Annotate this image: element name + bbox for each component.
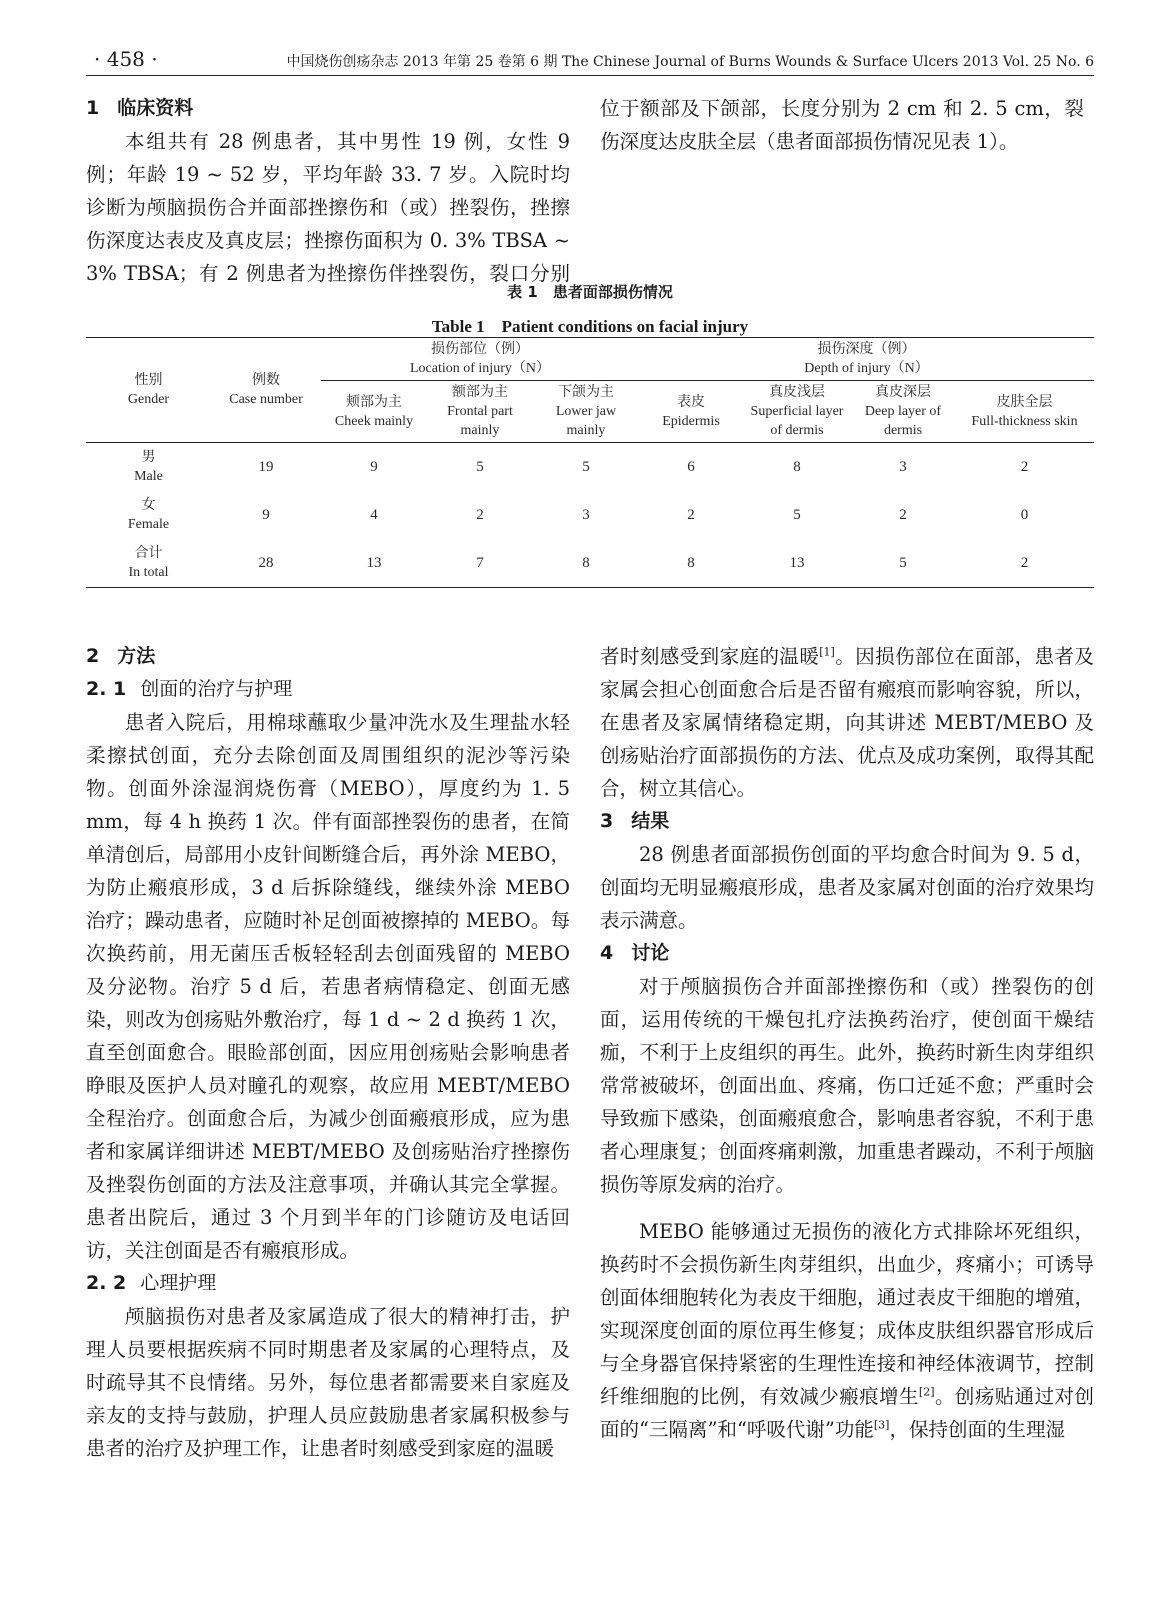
paragraph: 对于颅脑损伤合并面部挫擦伤和（或）挫裂伤的创面，运用传统的干燥包扎疗法换药治疗，使创面干燥结痂，不利于上皮组织的再生。此外，换药时新生肉芽组织常常被破坏，创面出血、疼痛，伤口迁延不愈；严重时会导致痂下感染，创面瘢痕愈合，影响患者容貌，不利于患者心理康复；创面疼痛刺激，加重患者躁动，不利于颅脑损伤等原发病的治疗。 [600,975,1094,1196]
section-number: 3 [600,810,614,832]
paragraph: 本组共有 28 例患者，其中男性 19 例，女性 9 例；年龄 19 ~ 52 岁，平均年龄 33. 7 岁。入院时均诊断为颅脑损伤合并面部挫擦伤和（或）挫裂伤，挫擦伤深度达表皮及真皮层；挫擦伤面积为 0. 3% TBSA ~ 3% TBSA；有 2 例患者为挫擦伤伴挫裂伤，裂口分别 [86,130,570,285]
table-cell: 5 [793,506,801,523]
subsection-heading [86,1267,570,1300]
citation: [1] [819,645,835,659]
paragraph [86,1300,570,1465]
paragraph-text: MEBO 能够通过无损伤的液化方式排除坏死组织，换药时不会损伤新生肉芽组织，出血少，疼痛小；可诱导创面体细胞转化为表皮干细胞，通过表皮干细胞的增殖，实现深度创面的原位再生修复；成体皮肤组织器官形成后与全身器官保持紧密的生理性连接和神经体液调节，控制纤维细胞的比例，有效减少瘢痕增生 [600,1220,1094,1408]
paragraph: 28 例患者面部损伤创面的平均愈合时间为 9. 5 d，创面均无明显瘢痕形成，患者及家属对创面的治疗效果均表示满意。 [600,843,1094,932]
sub-header-superficial-dermis: 真皮浅层 Superficial layer of dermis [750,385,844,438]
section-1-continued [600,92,1094,158]
section-title: 结果 [631,810,670,832]
table-row [86,539,1094,588]
subsection-title: 心理护理 [140,1272,217,1294]
section-heading [600,937,1094,970]
running-header [86,45,1094,76]
table-row [86,443,1094,492]
table-cell: 5 [851,539,955,588]
table-cell: 19 [211,443,321,492]
subsection-number: 2. 1 [86,678,127,700]
table-cell: 6 [639,443,743,492]
section-number: 1 [86,97,100,119]
citation: [3] [873,1418,890,1432]
paragraph-continued [600,640,1094,805]
table-cell: 2 [899,506,907,523]
col-header-depth: 损伤深度（例） Depth of injury（N） [639,338,1094,381]
journal-citation: 中国烧伤创疡杂志 2013 年第 25 卷第 6 期 The Chinese Journal of Burns Wounds & Surface Ulcers 2013 Vol. 25 No. 6 [286,54,1094,70]
table-cell: 5 [533,443,639,492]
table-row [86,491,1094,539]
table-cell: 13 [743,539,851,588]
row-label: 女 Female [127,498,170,532]
subsection-title: 创面的治疗与护理 [140,678,293,700]
section-heading [86,640,570,673]
section-1-clip [86,125,570,290]
col-header-gender: 性别 Gender [86,338,211,443]
table-cell: 8 [533,539,639,588]
section-1-left [86,92,570,290]
section-number: 4 [600,942,614,964]
row-label: 合计 In total [86,539,211,588]
table-cell: 13 [321,539,427,588]
section-1-right [600,92,1094,224]
section-title: 讨论 [631,942,670,964]
table-cell: 3 [851,443,955,492]
sub-header-lower-jaw: 下颌为主 Lower jaw mainly [555,385,617,438]
table-cell: 5 [427,443,533,492]
table-cell: 9 [262,506,270,523]
section-heading [86,92,570,125]
paragraph-text: ，保持创面的生理湿 [889,1418,1065,1441]
section-title: 临床资料 [117,97,194,119]
table-cell: 3 [582,506,590,523]
table-cell: 2 [955,443,1094,492]
table-caption-en: Table 1 Patient conditions on facial injury [431,317,749,336]
table-cell: 8 [639,539,743,588]
section-2-left [86,640,570,1550]
subsection-heading [86,673,570,706]
citation: [2] [918,1385,935,1399]
table-cell: 9 [321,443,427,492]
col-header-location: 损伤部位（例） Location of injury（N） [321,338,639,381]
page-number: · 458 · [94,47,158,71]
row-label: 男 Male [86,443,211,492]
sub-header-frontal: 额部为主 Frontal part mainly [447,385,513,438]
table-cell: 28 [211,539,321,588]
sub-header-epidermis: 表皮 Epidermis [662,394,720,429]
col-header-case-number: 例数 Case number [211,338,321,443]
table-cell: 4 [370,506,378,523]
subsection-number: 2. 2 [86,1272,127,1294]
table-cell: 2 [955,539,1094,588]
section-number: 2 [86,645,100,667]
right-column-body [600,640,1094,1550]
table-cell: 2 [687,506,695,523]
table-cell: 7 [427,539,533,588]
paragraph: 患者入院后，用棉球蘸取少量冲洗水及生理盐水轻柔擦拭创面，充分去除创面及周围组织的泥沙等污染物。创面外涂湿润烧伤膏（MEBO），厚度约为 1. 5 mm，每 4 h 换药 1 次。伴有面部挫裂伤的患者，在简单清创后，局部用小皮针间断缝合后，再外涂 MEBO，为防止瘢痕形成，3 d 后拆除缝线，继续外涂 MEBO 治疗；躁动患者，应随时补足创面被擦掉的 MEBO。每次换药前，用无菌压舌板轻轻刮去创面残留的 MEBO 及分泌物。治疗 5 d 后，若患者病情稳定、创面无感染，则改为创疡贴外敷治疗，每 1 d ~ 2 d 换药 1 次，直至创面愈合。眼睑部创面，因应用创疡贴会影响患者睁眼及医护人员对瞳孔的观察，故应用 MEBT/MEBO 全程治疗。创面愈合后，为减少创面瘢痕形成，应为患者和家属详细讲述 MEBT/MEBO 及创疡贴治疗挫擦伤及挫裂伤创面的方法及注意事项，并确认其完全掌握。患者出院后，通过 3 个月到半年的门诊随访及电话回访，关注创面是否有瘢痕形成。 [86,711,570,1262]
table-cell: 2 [476,506,484,523]
paragraph [600,1215,1094,1446]
table-cell: 0 [1020,506,1029,523]
paragraph-text: 。因损伤部位在面部，患者及家属会担心创面愈合后是否留有瘢痕而影响容貌，所以，在患者及家属情绪稳定期，向其讲述 MEBT/MEBO 及创疡贴治疗面部损伤的方法、优点及成功案例，取得其配合，树立其信心。 [600,645,1094,800]
table-cell: 8 [743,443,851,492]
sub-header-cheek: 颊部为主 Cheek mainly [334,394,414,429]
section-title: 方法 [117,645,156,667]
paragraph-text: 颅脑损伤对患者及家属造成了很大的精神打击，护理人员要根据疾病不同时期患者及家属的心理特点，及时疏导其不良情绪。另外，每位患者都需要来自家庭及亲友的支持与鼓励，护理人员应鼓励患者家属积极参与患者的治疗及护理工作，让患者时刻感受到家庭的温暖 [86,1305,570,1460]
paragraph-text: 。创疡贴通过对创面的“三隔离”和“呼吸代谢”功能 [600,1385,1094,1441]
sub-header-full-thickness: 皮肤全层 Full-thickness skin [971,394,1078,429]
table-caption-zh: 表 1 患者面部损伤情况 [507,283,673,301]
injury-table [86,337,1094,588]
paragraph: 位于额部及下颌部，长度分别为 2 cm 和 2. 5 cm，裂伤深度达皮肤全层（患者面部损伤情况见表 1）。 [600,97,1084,153]
paragraph-text: 者时刻感受到家庭的温暖 [600,645,820,668]
sub-header-deep-dermis: 真皮深层 Deep layer of dermis [864,385,942,438]
section-heading [600,805,1094,838]
